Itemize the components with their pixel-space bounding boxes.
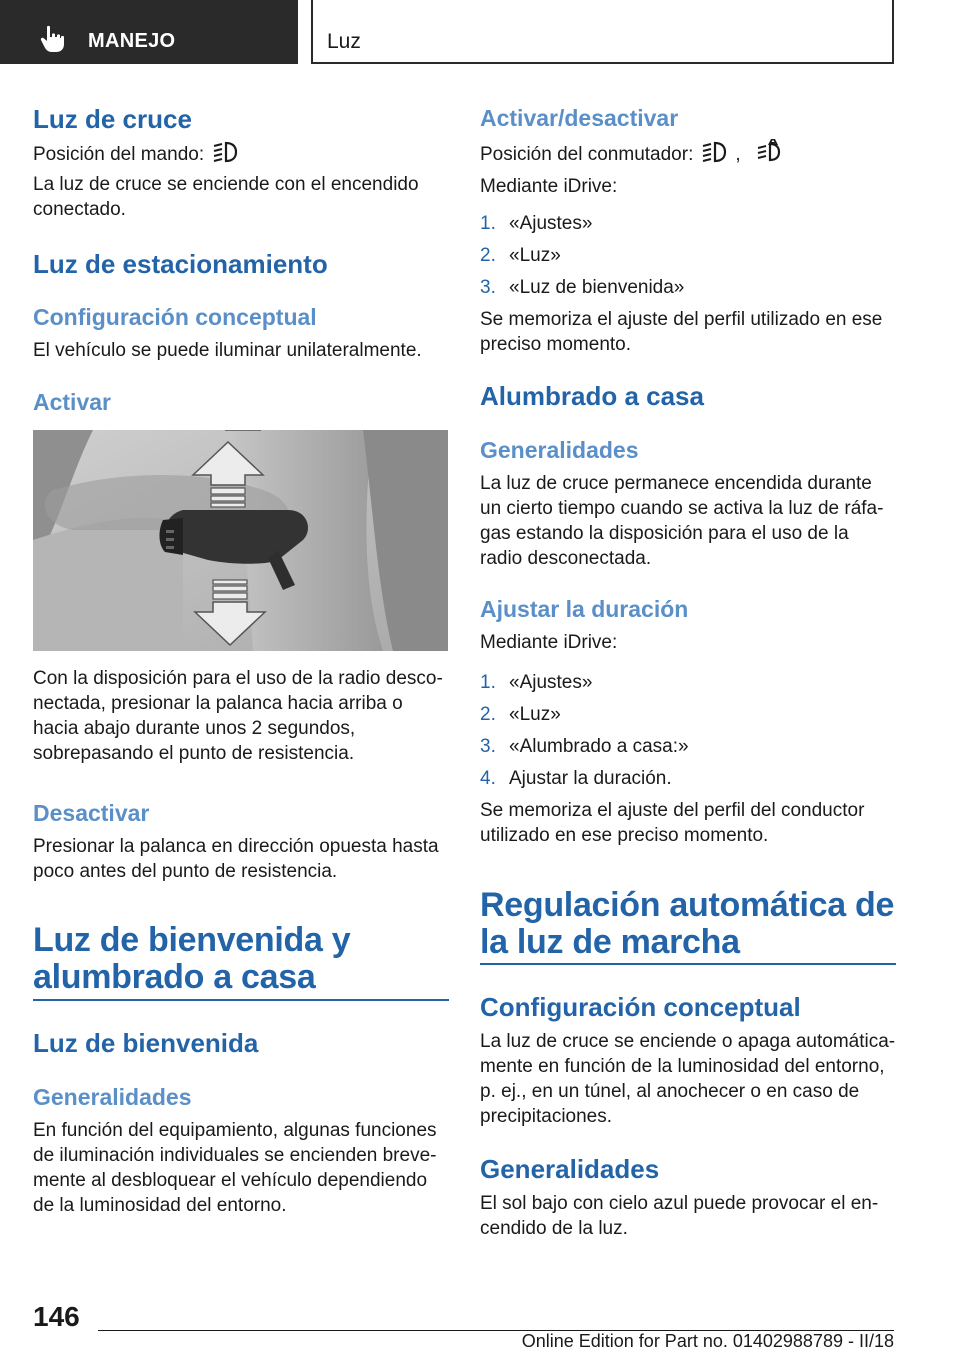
chapter-tab [311, 0, 894, 64]
steps-list-bienvenida [480, 211, 896, 307]
low-beam-icon [701, 141, 727, 170]
section-tab [0, 0, 298, 64]
steps-list-alumbrado [480, 670, 896, 798]
lever-illustration [33, 430, 448, 651]
config-body: El vehículo se puede iluminar unilateralmente. [33, 340, 422, 361]
list-item: 3. «Alumbrado a casa:» [480, 736, 689, 757]
list-item: 3. «Luz de bienvenida» [480, 277, 685, 298]
list-item: 2. «Luz» [480, 245, 561, 266]
switch-position-line [480, 139, 896, 170]
activar-body: Con la disposición para el uso de la radio desconectada, presionar la palanca hacia arriba o hacia abajo durante unos 2 segundos, sobrepasando el punto de resistencia. [33, 668, 443, 764]
list-item: 2. «Luz» [480, 704, 561, 725]
chapter-title-bienvenida: Luz de bienvenida y alumbrado a casa [33, 921, 351, 996]
memo-text-2: Se memoriza el ajuste del perfil del conductor utilizado en ese preciso momento. [480, 800, 865, 846]
subsection-config: Configuración conceptual [33, 304, 317, 330]
title-rule [33, 999, 449, 1001]
chapter-title-regulacion: Regulación automática de la luz de marcha [480, 886, 895, 961]
low-beam-icon [212, 141, 238, 170]
position-text: Posición del mando: [33, 144, 205, 165]
desactivar-body: Presionar la palanca en dirección opuesta hasta poco antes del punto de resistencia. [33, 836, 439, 882]
chapter-label: Luz [327, 30, 361, 53]
subsection-generalidades-regulacion: Generalidades [480, 1154, 660, 1184]
edition-text: Online Edition for Part no. 01402988789 - II/18 [521, 1331, 894, 1351]
alumbrado-body: La luz de cruce permanece encendida durante un cierto tiempo cuando se activa la luz de ráfagas estando la disposición para el uso de la radio desconectada. [480, 473, 884, 569]
list-item: 1. «Ajustes» [480, 213, 593, 234]
subsection-generalidades-alumbrado: Generalidades [480, 437, 639, 463]
title-rule [480, 963, 896, 965]
subsection-desactivar: Desactivar [33, 800, 150, 826]
subsection-generalidades: Generalidades [33, 1084, 192, 1110]
page-header [0, 0, 960, 66]
regulacion-config-body: La luz de cruce se enciende o apaga automáticamente en función de la luminosidad del entorno, p. ej., en un túnel, al anochecer o en caso de precipitaciones. [480, 1031, 896, 1127]
subsection-config-regulacion: Configuración conceptual [480, 992, 801, 1022]
memo-text-1: Se memoriza el ajuste del perfil utilizado en ese preciso momento. [480, 309, 883, 355]
automatic-headlight-icon [755, 139, 783, 170]
section-title-estacionamiento: Luz de estacionamiento [33, 249, 328, 279]
regulacion-general-body: El sol bajo con cielo azul puede provocar el encendido de la luz. [480, 1193, 879, 1239]
icon-separator: , [735, 144, 741, 165]
section-label: MANEJO [88, 30, 176, 52]
position-line [33, 141, 449, 170]
subsection-activar-desactivar: Activar/desactivar [480, 105, 679, 131]
subsection-activar: Activar [33, 389, 111, 415]
list-item: 1. «Ajustes» [480, 672, 593, 693]
bienvenida-body: En función del equipamiento, algunas funciones de iluminación individuales se encienden brevemente al desbloquear el vehículo dependiendo de la luminosidad del entorno. [33, 1120, 437, 1216]
idrive-text-2: Mediante iDrive: [480, 632, 618, 653]
section-title-alumbrado: Alumbrado a casa [480, 381, 704, 411]
subsection-duracion: Ajustar la duración [480, 596, 689, 622]
luz-cruce-body: La luz de cruce se enciende con el encendido conectado. [33, 174, 419, 220]
page-number: 146 [33, 1301, 80, 1332]
idrive-text-1: Mediante iDrive: [480, 176, 618, 197]
list-item: 4. Ajustar la duración. [480, 768, 672, 789]
switch-position-text: Posición del conmutador: [480, 144, 694, 165]
section-title-luz-cruce: Luz de cruce [33, 104, 192, 134]
hand-pointer-icon [38, 24, 68, 59]
section-title-bienvenida: Luz de bienvenida [33, 1028, 259, 1058]
